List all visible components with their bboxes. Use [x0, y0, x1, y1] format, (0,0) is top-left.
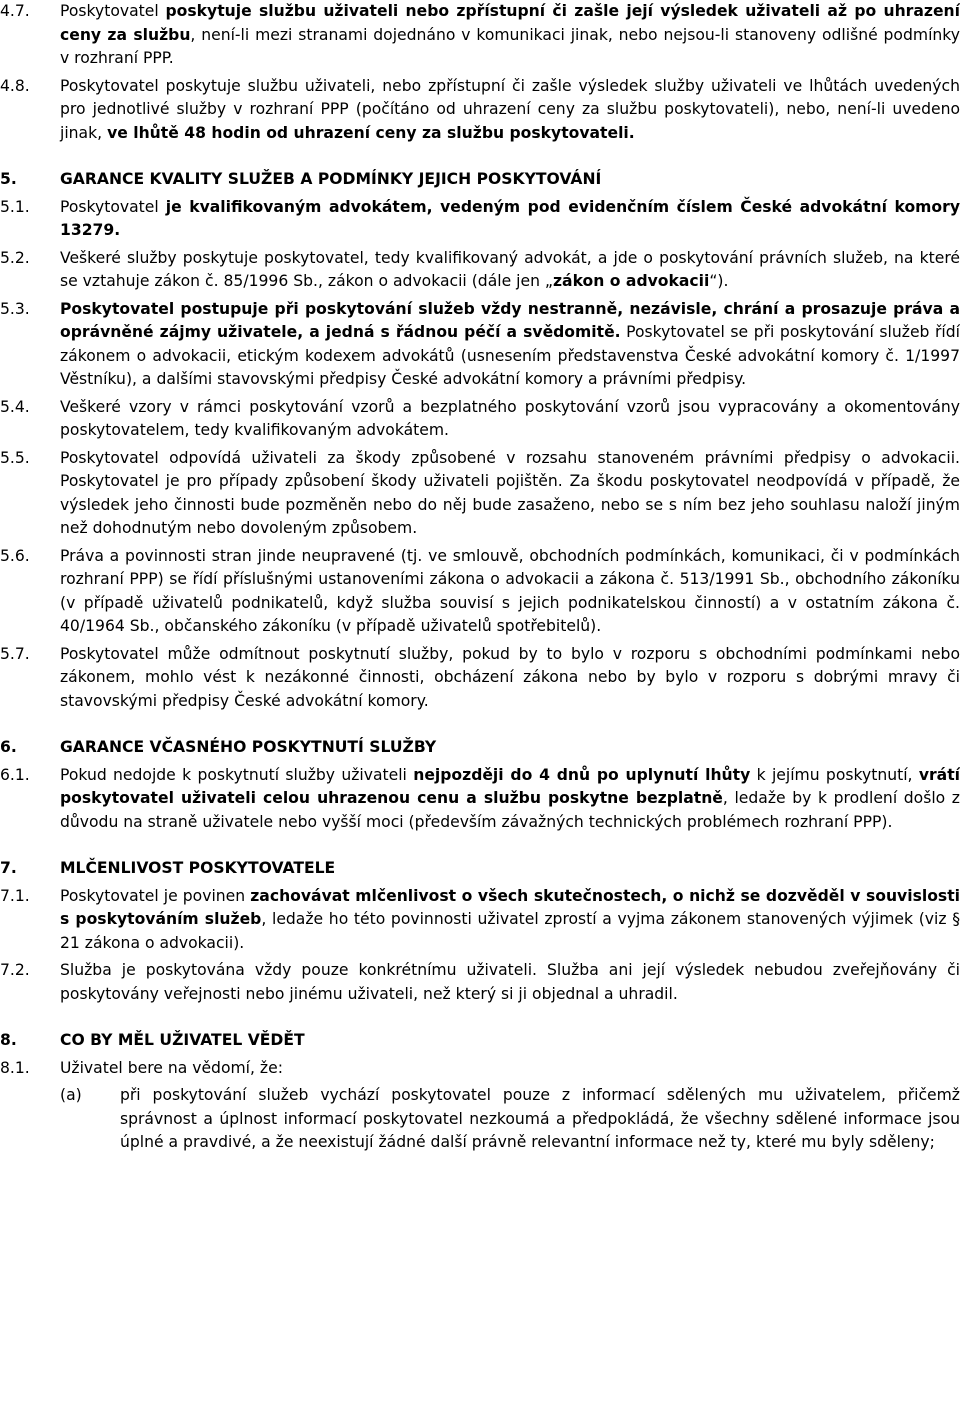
text-run: Pokud nedojde k poskytnutí služby uživateli	[60, 765, 414, 784]
clause-text	[60, 298, 960, 392]
text-run: Poskytovatel je povinen	[60, 886, 251, 905]
text-run: k jejímu poskytnutí,	[750, 765, 919, 784]
clause-6-1	[0, 764, 960, 835]
bold-text-run: Poskytovatel postupuje při poskytování služeb vždy nestranně, nezávisle, chrání a prosazuje práva a oprávněné zájmy uživatele, a jedná s řádnou péčí a svědomitě.	[60, 299, 960, 341]
clause-4-7	[0, 0, 960, 71]
clause-number: 5.7.	[0, 644, 30, 663]
bold-text-run: je kvalifikovaným advokátem, vedeným pod evidenčním číslem České advokátní komory 13279.	[60, 197, 960, 239]
clause-text: Práva a povinnosti stran jinde neupravené (tj. ve smlouvě, obchodních podmínkách, komunikaci, či v podmínkách rozhraní PPP) se řídí příslušnými ustanoveními zákona o advokacii a zákona č. 513/1991 Sb., obchodního zákoníku (v případě uživatelů podnikatelů, když služba souvisí s jejich podnikatelskou činností) a v ostatním zákona č. 40/1964 Sb., občanského zákoníku (v případě uživatelů spotřebitelů).	[60, 546, 960, 635]
section-heading-8	[0, 1029, 960, 1053]
text-run: , ledaže by k prodlení došlo z důvodu na straně uživatele nebo vyšší moci (především závažných technických problémech rozhraní PPP).	[60, 789, 960, 831]
clause-number: 8.1.	[0, 1058, 30, 1077]
clause-4-8	[0, 75, 960, 146]
clause-number: 5.4.	[0, 397, 30, 416]
text-run: , není-li mezi stranami dojednáno v komunikaci jinak, nebo nejsou-li stanoveny odlišné podmínky v rozhraní PPP.	[60, 25, 960, 67]
clause-number: 5.3.	[0, 299, 30, 318]
clause-number: 6.1.	[0, 765, 30, 784]
clause-number: 7.2.	[0, 961, 30, 979]
heading-number: 5.	[0, 170, 17, 188]
clause-text: Uživatel bere na vědomí, že:	[60, 1058, 283, 1077]
heading-number: 6.	[0, 738, 17, 756]
bold-text-run: vrátí poskytovatel uživateli celou uhrazenou cenu a službu poskytne bezplatně	[60, 765, 960, 807]
clause-text	[60, 75, 960, 146]
clause-number: 5.2.	[0, 248, 30, 267]
clause-5-6	[0, 545, 960, 639]
clause-text	[60, 247, 960, 294]
clause-text: Poskytovatel odpovídá uživateli za škody způsobené v rozsahu stanoveném právními předpisy o advokacii. Poskytovatel je pro případy způsobení škody uživateli pojištěn. Za škodu poskytovatel neodpovídá v případě, že výsledek jeho činnosti bude pozměněn nebo do něj bude zasaženo, nebo se s ním bez jeho souhlasu naloží jiným než dohodnutým nebo dovoleným způsobem.	[60, 448, 960, 537]
list-item-text: při poskytování služeb vychází poskytovatel pouze z informací sdělených mu uživatelem, přičemž správnost a úplnost informací poskytovatel nezkoumá a předpokládá, že všechny sdělené informace jsou úplné a pravdivé, a že neexistují žádné další právně relevantní informace než ty, které mu byly sděleny;	[120, 1086, 960, 1151]
clause-7-1	[0, 885, 960, 956]
clause-5-3	[0, 298, 960, 392]
clause-number: 5.6.	[0, 546, 30, 565]
heading-title: CO BY MĚL UŽIVATEL VĚDĚT	[60, 1031, 305, 1049]
clause-number: 4.7.	[0, 2, 30, 20]
bold-text-run: ve lhůtě 48 hodin od uhrazení ceny za službu poskytovateli.	[107, 123, 635, 142]
clause-number: 4.8.	[0, 76, 30, 95]
clause-text: Poskytovatel může odmítnout poskytnutí služby, pokud by to bylo v rozporu s obchodními podmínkami nebo zákonem, mohlo vést k nezákonné činnosti, obcházení zákona nebo by bylo v rozporu s dobrými mravy či stavovskými předpisy České advokátní komory.	[60, 644, 960, 710]
clause-number: 7.1.	[0, 886, 30, 905]
text-run: Poskytovatel	[60, 197, 166, 216]
heading-title: MLČENLIVOST POSKYTOVATELE	[60, 859, 336, 877]
section-heading-6	[0, 736, 960, 760]
clause-text	[60, 885, 960, 956]
clause-text	[60, 764, 960, 835]
bold-text-run: zachovávat mlčenlivost o všech skutečnostech, o nichž se dozvěděl v souvislosti s poskytováním služeb	[60, 886, 960, 928]
clause-5-5	[0, 447, 960, 541]
bold-text-run: nejpozději do 4 dnů po uplynutí lhůty	[413, 765, 751, 784]
bold-text-run: poskytuje službu uživateli nebo zpřístupní či zašle její výsledek uživateli až po uhrazení ceny za službu	[60, 2, 960, 44]
clause-text	[60, 0, 960, 71]
text-run: Poskytovatel poskytuje službu uživateli, nebo zpřístupní či zašle výsledek služby uživateli ve lhůtách uvedených pro jednotlivé služby v rozhraní PPP (počítáno od uhrazení ceny za službu poskytovateli), nebo, není-li uvedeno jinak,	[60, 76, 960, 142]
text-run: Poskytovatel	[60, 2, 166, 20]
clause-text: Veškeré vzory v rámci poskytování vzorů a bezplatného poskytování vzorů jsou vypracovány a okomentovány poskytovatelem, tedy kvalifikovaným advokátem.	[60, 397, 960, 439]
text-run: Veškeré služby poskytuje poskytovatel, tedy kvalifikovaný advokát, a jde o poskytování právních služeb, na které se vztahuje zákon č. 85/1996 Sb., zákon o advokacii (dále jen „	[60, 248, 960, 290]
text-run: “).	[709, 272, 729, 290]
text-run: Poskytovatel se při poskytování služeb řídí zákonem o advokacii, etickým kodexem advokátů (usnesením představenstva České advokátní komory č. 1/1997 Věstníku), a dalšími stavovskými předpisy České advokátní komory a právními předpisy.	[60, 323, 960, 388]
clause-text	[60, 196, 960, 243]
heading-title: GARANCE VČASNÉHO POSKYTNUTÍ SLUŽBY	[60, 738, 437, 756]
clause-5-4	[0, 396, 960, 443]
section-heading-5	[0, 168, 960, 192]
clause-number: 5.5.	[0, 448, 30, 467]
heading-title: GARANCE KVALITY SLUŽEB A PODMÍNKY JEJICH POSKYTOVÁNÍ	[60, 170, 602, 188]
section-heading-7	[0, 857, 960, 881]
clause-5-1	[0, 196, 960, 243]
clause-text: Služba je poskytována vždy pouze konkrétnímu uživateli. Služba ani její výsledek nebudou zveřejňovány či poskytovány veřejnosti nebo jinému uživateli, než který si ji objednal a uhradil.	[60, 961, 960, 1003]
heading-number: 7.	[0, 859, 17, 877]
text-run: , ledaže ho této povinnosti uživatel zprostí a vyjma zákonem stanovených výjimek (viz § 21 zákona o advokacii).	[60, 910, 960, 952]
clause-number: 5.1.	[0, 197, 30, 216]
heading-number: 8.	[0, 1031, 17, 1049]
clause-7-2	[0, 959, 960, 1006]
clause-5-7	[0, 643, 960, 714]
clause-8-1	[0, 1057, 960, 1155]
clause-8-1-a	[60, 1084, 960, 1155]
bold-text-run: zákon o advokacii	[552, 272, 710, 290]
clause-5-2	[0, 247, 960, 294]
list-label: (a)	[60, 1086, 82, 1104]
